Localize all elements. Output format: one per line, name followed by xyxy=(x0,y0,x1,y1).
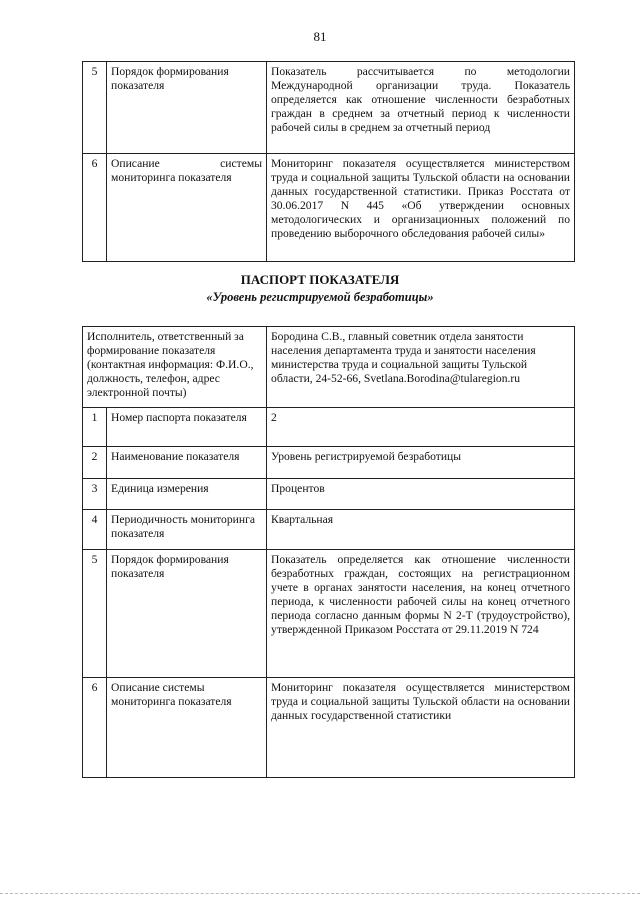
table-row xyxy=(83,62,575,154)
executor-value: Бородина С.В., главный советник отдела занятости населения департамента труда и занятости населения министерства труда и социальной защиты Тульской области, 24-52-66, Svetlana.Borodina@tularegion.ru xyxy=(267,327,575,408)
row-number: 6 xyxy=(83,154,107,262)
row-label: Периодичность мониторинга показателя xyxy=(107,510,267,550)
table-row xyxy=(83,678,575,778)
table-row xyxy=(83,408,575,447)
row-number: 2 xyxy=(83,447,107,479)
table-row xyxy=(83,154,575,262)
indicator-passport-table xyxy=(82,326,575,778)
row-label: Описание системы мониторинга показателя xyxy=(107,678,267,778)
page-number: 81 xyxy=(313,29,327,44)
scan-edge-line xyxy=(0,893,640,895)
row-label: Описание системы мониторинга показателя xyxy=(107,154,267,262)
row-label: Номер паспорта показателя xyxy=(107,408,267,447)
row-number: 5 xyxy=(83,62,107,154)
row-value: Процентов xyxy=(267,479,575,510)
row-label: Наименование показателя xyxy=(107,447,267,479)
row-number: 3 xyxy=(83,479,107,510)
passport-title: ПАСПОРТ ПОКАЗАТЕЛЯ xyxy=(240,272,400,287)
table-row xyxy=(83,327,575,408)
row-number: 4 xyxy=(83,510,107,550)
row-value: Мониторинг показателя осуществляется министерством труда и социальной защиты Тульской области на основании данных государственной статистики. Приказ Росстата от 30.06.2017 N 445 «Об утверждении основных методологических и организационных положений по проведению выборочного обследования рабочей силы» xyxy=(267,154,575,262)
row-value: Уровень регистрируемой безработицы xyxy=(267,447,575,479)
row-label: Единица измерения xyxy=(107,479,267,510)
passport-subtitle: «Уровень регистрируемой безработицы» xyxy=(206,290,434,304)
table-row xyxy=(83,510,575,550)
row-label: Порядок формирования показателя xyxy=(107,550,267,678)
executor-label: Исполнитель, ответственный за формирование показателя (контактная информация: Ф.И.О., должность, телефон, адрес электронной почты) xyxy=(83,327,267,408)
row-value: Мониторинг показателя осуществляется министерством труда и социальной защиты Тульской области на основании данных государственной статистики xyxy=(267,678,575,778)
row-value: Квартальная xyxy=(267,510,575,550)
row-value: Показатель определяется как отношение численности безработных граждан, состоящих на регистрационном учете в органах занятости населения, на конец отчетного периода, к численности рабочей силы на конец отчетного периода согласно данным формы N 2-Т (трудоустройство), утвержденной Приказом Росстата от 29.11.2019 N 724 xyxy=(267,550,575,678)
row-number: 1 xyxy=(83,408,107,447)
row-value: Показатель рассчитывается по методологии Международной организации труда. Показатель определяется как отношение численности безработных граждан в среднем за отчетный период к численности рабочей силы в среднем за отчетный период xyxy=(267,62,575,154)
row-number: 6 xyxy=(83,678,107,778)
table-row xyxy=(83,447,575,479)
row-number: 5 xyxy=(83,550,107,678)
table-row xyxy=(83,479,575,510)
row-label: Порядок формирования показателя xyxy=(107,62,267,154)
indicator-table-continued xyxy=(82,61,575,262)
row-value: 2 xyxy=(267,408,575,447)
table-row xyxy=(83,550,575,678)
